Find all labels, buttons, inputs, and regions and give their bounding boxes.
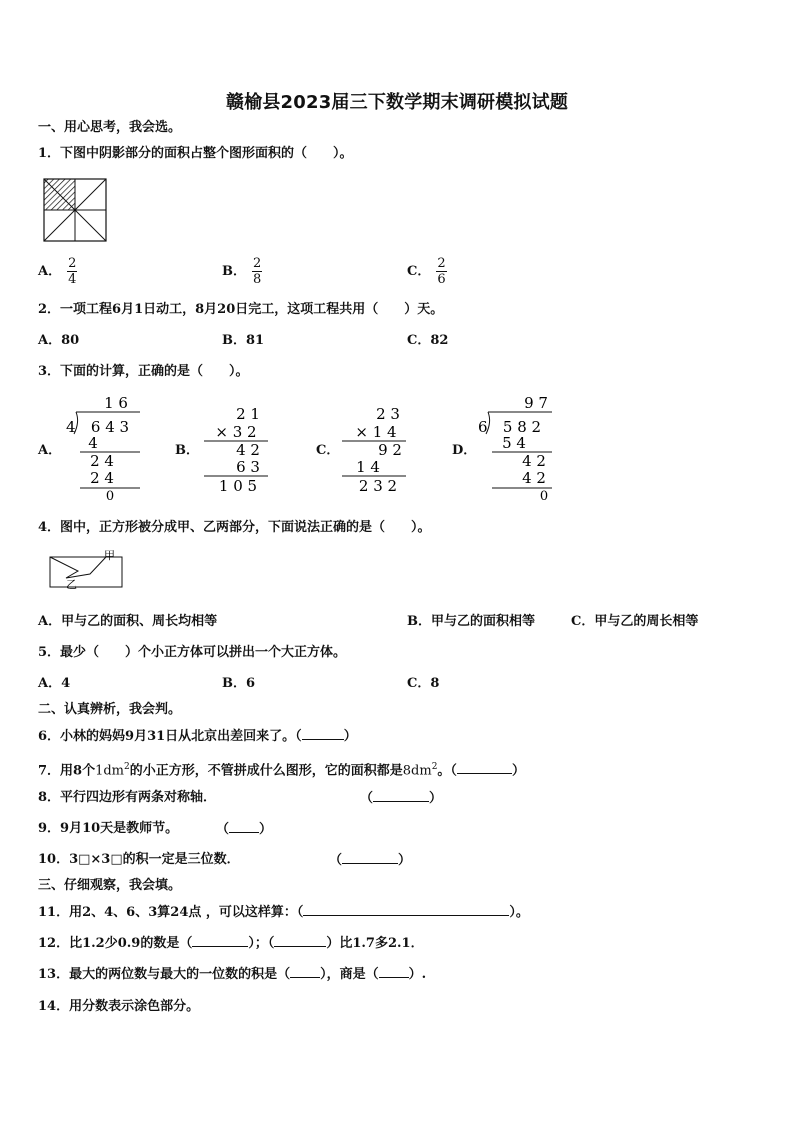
q4-rectangle-figure: [48, 548, 128, 592]
q1-option-a-fraction: [67, 256, 77, 287]
q7-open-paren: 。（: [437, 763, 457, 779]
question-7: [38, 758, 525, 780]
question-13: [38, 965, 426, 984]
calc-a-step2: 2 4: [90, 452, 114, 470]
fraction-denominator: 8: [253, 272, 262, 287]
calc-a-quotient: 1 6: [104, 394, 128, 412]
q11-close-paren: ）。: [509, 905, 529, 920]
fraction-denominator: 6: [437, 272, 446, 287]
q8-answer-blank[interactable]: [373, 789, 429, 802]
question-4-text: 4．图中，正方形被分成甲、乙两部分，下面说法正确的是（ ）。: [38, 520, 431, 535]
q10-answer-blank[interactable]: [342, 851, 398, 864]
q1-option-b-letter: B．: [222, 264, 246, 279]
calc-a-step3: 2 4: [90, 469, 114, 487]
calc-d-step1: 5 4: [502, 434, 526, 452]
q11-answer-blank[interactable]: [303, 903, 509, 916]
question-14-text: 14．用分数表示涂色部分。: [38, 999, 200, 1014]
question-12: [38, 934, 424, 953]
question-6: [38, 727, 357, 746]
calc-d-remainder: 0: [539, 489, 549, 502]
question-1-text: 1．下图中阴影部分的面积占整个图形面积的（ ）。: [38, 146, 353, 161]
q7-close-paren: ）: [511, 763, 525, 779]
calc-d-quotient: 9 7: [524, 394, 548, 412]
q1-square-figure: [43, 178, 107, 242]
calc-d-step2: 4 2: [522, 452, 546, 470]
q3-calc-a: [62, 392, 144, 502]
calc-b-multiplier: × 3 2: [215, 423, 257, 441]
q12-answer-blank-1[interactable]: [192, 934, 248, 947]
q12-text-pre: 12．比1.2少0.9的数是（: [38, 936, 193, 951]
calc-b-partial-1: 4 2: [236, 441, 260, 459]
section-heading-2: 二、认真辨析，我会判。: [38, 702, 182, 717]
calc-c-multiplicand: 2 3: [376, 405, 400, 423]
calc-a-step1: 4: [88, 434, 98, 452]
q6-answer-blank[interactable]: [302, 727, 344, 740]
q8-close-paren: ）: [429, 791, 443, 806]
q3-option-c-label[interactable]: C．: [316, 443, 340, 458]
calc-b-multiplicand: 2 1: [236, 405, 260, 423]
q1-option-c[interactable]: [407, 255, 447, 289]
q3-option-d-label[interactable]: D．: [452, 443, 477, 458]
q4-label-jia: 甲: [104, 549, 115, 562]
q3-calc-b: [200, 403, 272, 495]
calc-b-partial-2: 6 3: [236, 458, 260, 476]
calc-c-partial-1: 9 2: [378, 441, 402, 459]
q13-close-paren: ）.: [408, 967, 427, 982]
q4-option-a[interactable]: A．甲与乙的面积、周长均相等: [38, 614, 218, 629]
q7-text-mid: 的小正方形，不管拼成什么图形，它的面积都是: [129, 763, 403, 779]
calc-a-remainder: 0: [105, 489, 115, 502]
q10-close-paren: ）: [398, 853, 412, 868]
q1-option-a[interactable]: [38, 255, 77, 289]
q13-answer-blank-2[interactable]: [379, 965, 409, 978]
q10-open-paren: （: [329, 853, 343, 868]
q12-text-post: ）比1.7多2.1．: [326, 936, 424, 951]
calc-c-partial-2: 1 4: [356, 458, 380, 476]
q1-option-b[interactable]: [222, 255, 262, 289]
q7-unit-1-exponent: 2: [124, 762, 130, 772]
question-8-text: 8．平行四边形有两条对称轴．: [38, 790, 217, 805]
section-heading-3: 三、仔细观察，我会填。: [38, 878, 182, 893]
q2-option-b[interactable]: B．81: [222, 333, 265, 348]
q12-text-mid: ）；（: [248, 936, 275, 951]
q7-text-pre: 7．用8个: [38, 763, 96, 779]
q4-label-yi: 乙: [66, 578, 77, 591]
q7-unit-2: 8dm: [402, 763, 432, 779]
q3-option-a-label[interactable]: A．: [38, 443, 62, 458]
q12-answer-blank-2[interactable]: [274, 934, 326, 947]
q4-option-b[interactable]: B．甲与乙的面积相等: [407, 614, 535, 629]
question-10-text: 10．3□×3□的积一定是三位数．: [38, 852, 240, 867]
section-heading-1: 一、用心思考，我会选。: [38, 120, 182, 135]
q1-option-b-fraction: [252, 256, 262, 287]
q9-close-paren: ）: [259, 822, 273, 837]
question-9-text: 9．9月10天是教师节。: [38, 821, 179, 836]
q3-option-b-label[interactable]: B．: [175, 443, 199, 458]
question-5-text: 5．最少（ ）个小正方体可以拼出一个大正方体。: [38, 645, 347, 660]
calc-d-dividend: 5 8 2: [502, 418, 542, 436]
q1-option-c-fraction: [436, 256, 446, 287]
calc-a-divisor: 4: [66, 418, 76, 436]
q1-option-a-letter: A．: [38, 264, 62, 279]
q7-unit-2-exponent: 2: [431, 762, 438, 772]
calc-a-dividend: 6 4 3: [90, 418, 130, 436]
q7-answer-blank[interactable]: [457, 761, 512, 774]
page-title: 赣榆县2023届三下数学期末调研模拟试题: [225, 92, 569, 113]
calc-d-divisor: 6: [478, 418, 488, 436]
q3-calc-d: [474, 392, 556, 502]
question-2-text: 2．一项工程6月1日动工，8月20日完工，这项工程共用（ ）天。: [38, 302, 444, 317]
calc-c-multiplier: × 1 4: [355, 423, 397, 441]
fraction-numerator: 2: [437, 256, 446, 271]
q9-open-paren: （: [216, 822, 230, 837]
question-11: [38, 903, 529, 922]
q9-answer: [216, 820, 272, 839]
q11-text: 11．用2、4、6、3算24点 ，可以这样算：（: [38, 905, 304, 920]
q2-option-c[interactable]: C．82: [407, 333, 449, 348]
fraction-numerator: 2: [68, 256, 77, 271]
calc-d-step3: 4 2: [522, 469, 546, 487]
q10-answer: [329, 851, 411, 870]
q4-option-c[interactable]: C．甲与乙的周长相等: [571, 614, 699, 629]
q13-text-mid: ），商是（: [320, 967, 379, 982]
q13-answer-blank-1[interactable]: [290, 965, 320, 978]
q5-option-b[interactable]: B．6: [222, 676, 256, 691]
q8-answer: [360, 789, 442, 808]
q6-text: 6．小林的妈妈9月31日从北京出差回来了。（: [38, 729, 302, 744]
question-3-text: 3．下面的计算，正确的是（ ）。: [38, 364, 249, 379]
q8-open-paren: （: [360, 791, 374, 806]
q1-option-c-letter: C．: [407, 264, 431, 279]
q5-option-a[interactable]: A．4: [38, 676, 71, 691]
calc-c-result: 2 3 2: [358, 477, 398, 495]
q9-answer-blank[interactable]: [229, 820, 259, 833]
fraction-denominator: 4: [68, 272, 77, 287]
q7-unit-1: 1dm: [95, 763, 125, 779]
q2-option-a[interactable]: A．80: [38, 333, 80, 348]
calc-b-result: 1 0 5: [218, 477, 258, 495]
q6-close-paren: ）: [343, 729, 357, 744]
q13-text-pre: 13．最大的两位数与最大的一位数的积是（: [38, 967, 291, 982]
fraction-numerator: 2: [253, 256, 262, 271]
q3-calc-c: [338, 403, 410, 495]
q5-option-c[interactable]: C．8: [407, 676, 440, 691]
